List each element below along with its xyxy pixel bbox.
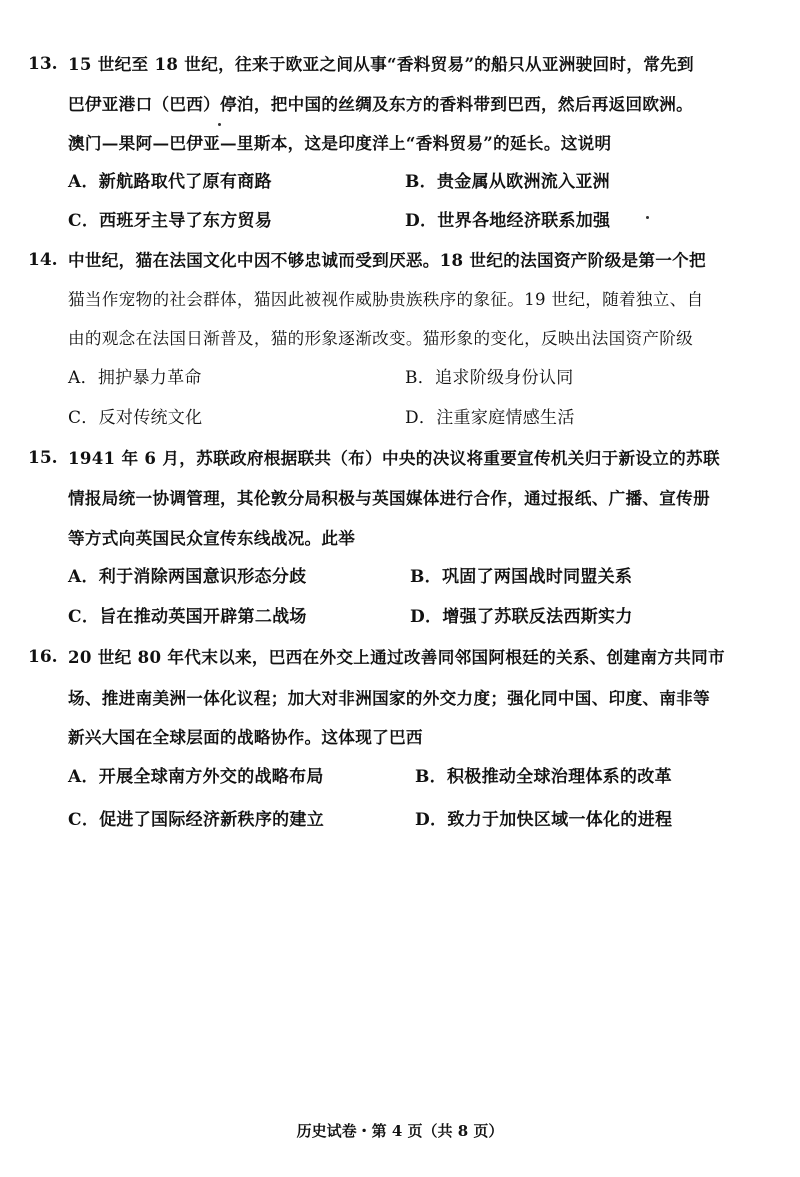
page-footer: 历史试卷・第 4 页（共 8 页） (296, 1122, 504, 1140)
option-b: B．追求阶级身份认同 (405, 368, 574, 388)
scan-speck (218, 123, 221, 126)
question-text-line: 情报局统一协调管理，其伦敦分局积极与英国媒体进行合作，通过报纸、广播、宣传册 (68, 488, 710, 508)
question-number: 14. (28, 250, 58, 270)
option-a: A．拥护暴力革命 (68, 368, 202, 388)
option-d: D．注重家庭情感生活 (405, 408, 575, 428)
option-a: A．开展全球南方外交的战略布局 (68, 767, 324, 787)
option-c: C．旨在推动英国开辟第二战场 (68, 607, 307, 627)
option-b: B．积极推动全球治理体系的改革 (415, 767, 672, 787)
option-c: C．促进了国际经济新秩序的建立 (68, 810, 325, 830)
option-d: D．致力于加快区域一体化的进程 (415, 810, 673, 830)
option-d: D．世界各地经济联系加强 (405, 211, 611, 231)
question-text-line: 新兴大国在全球层面的战略协作。这体现了巴西 (68, 727, 423, 747)
scan-speck (646, 216, 649, 219)
question-text-line: 由的观念在法国日渐普及，猫的形象逐渐改变。猫形象的变化，反映出法国资产阶级 (68, 329, 694, 348)
option-a: A．新航路取代了原有商路 (68, 172, 272, 192)
option-b: B．巩固了两国战时同盟关系 (410, 567, 633, 587)
question-text-line: 等方式向英国民众宣传东线战况。此举 (68, 528, 356, 548)
option-d: D．增强了苏联反法西斯实力 (410, 607, 633, 627)
option-a: A．利于消除两国意识形态分歧 (68, 567, 307, 587)
question-number: 15. (28, 448, 58, 468)
question-number: 16. (28, 647, 58, 667)
option-c: C．西班牙主导了东方贸易 (68, 211, 273, 231)
question-text-line: 场、推进南美洲一体化议程；加大对非洲国家的外交力度；强化同中国、印度、南非等 (68, 688, 710, 708)
option-b: B．贵金属从欧洲流入亚洲 (405, 172, 610, 192)
question-text-line: 1941 年 6 月，苏联政府根据联共（布）中央的决议将重要宣传机关归于新设立的苏联 (68, 448, 720, 468)
question-text-line: 中世纪，猫在法国文化中因不够忠诚而受到厌恶。18 世纪的法国资产阶级是第一个把 (68, 250, 706, 270)
question-number: 13. (28, 54, 58, 74)
question-text-line: 巴伊亚港口（巴西）停泊，把中国的丝绸及东方的香料带到巴西，然后再返回欧洲。 (68, 94, 694, 114)
option-c: C．反对传统文化 (68, 408, 203, 428)
question-text-line: 猫当作宠物的社会群体，猫因此被视作威胁贵族秩序的象征。19 世纪，随着独立、自 (68, 290, 704, 309)
question-text-line: 15 世纪至 18 世纪，往来于欧亚之间从事“香料贸易”的船只从亚洲驶回时，常先到 (68, 54, 694, 74)
question-text-line: 20 世纪 80 年代末以来，巴西在外交上通过改善同邻国阿根廷的关系、创建南方共同市 (68, 647, 725, 667)
question-text-line: 澳门—果阿—巴伊亚—里斯本，这是印度洋上“香料贸易”的延长。这说明 (68, 133, 612, 153)
